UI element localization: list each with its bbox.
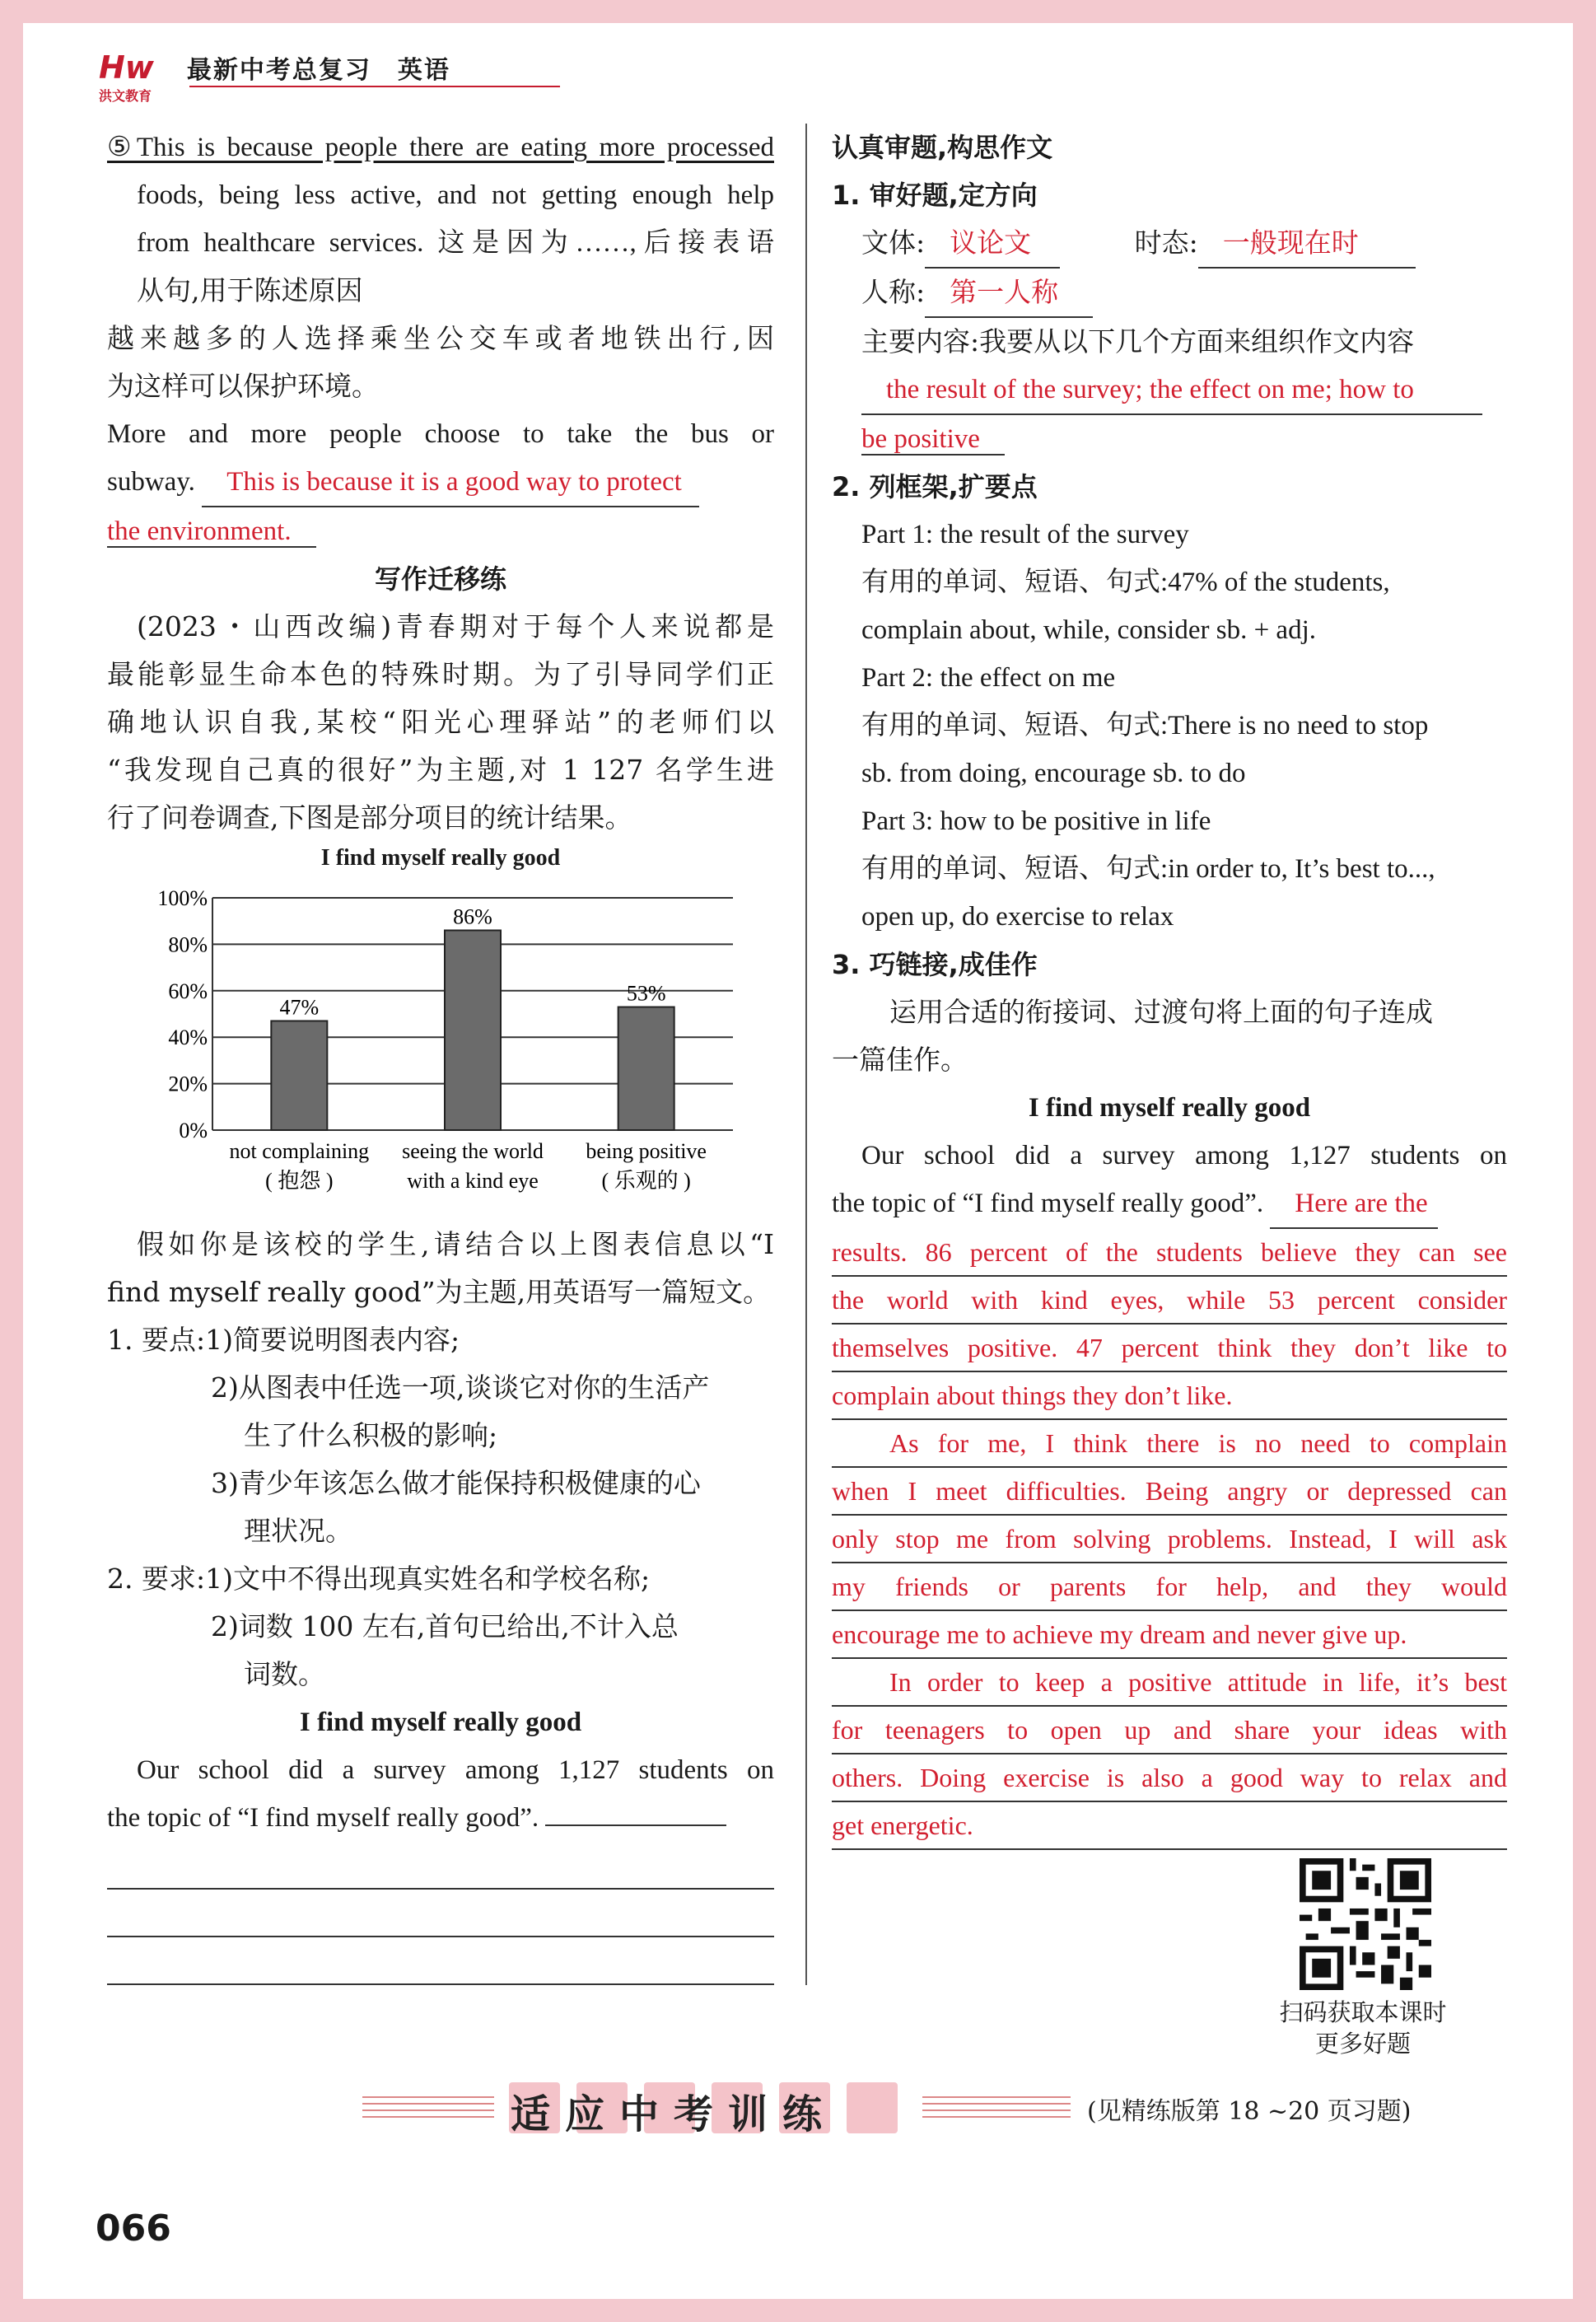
answer-line <box>107 507 774 555</box>
requirement-line: 1. 要点:1)简要说明图表内容; <box>107 1324 460 1356</box>
task-line: 确地认识自我,某校“阳光心理驿站”的老师们以 <box>107 706 774 738</box>
person-label: 人称: <box>861 276 926 308</box>
item5-line: from healthcare services. 这是因为……,后接表语 <box>137 228 774 258</box>
header-rule <box>189 86 560 87</box>
content-label: 主要内容:我要从以下几个方面来组织作文内容 <box>861 325 1415 357</box>
model-essay-line: results. 86 percent of the students believe they can see <box>832 1229 1507 1277</box>
writing-line[interactable] <box>107 1890 774 1937</box>
page-number: 066 <box>96 2208 171 2250</box>
header <box>99 49 450 86</box>
essay-start-text: the topic of “I find myself really good”. <box>107 1803 539 1833</box>
x-tick-label: ( 抱怨 ) <box>265 1169 334 1193</box>
content-answer: the result of the survey; the effect on me; how to <box>861 366 1482 415</box>
model-essay-line: In order to keep a positive attitude in life, it’s best <box>832 1659 1507 1707</box>
model-essay-title: I find myself really good <box>1028 1093 1311 1123</box>
writing-blank[interactable] <box>545 1824 726 1826</box>
answer-blank: This is because it is a good way to protect <box>202 458 699 507</box>
x-tick-label: being positive <box>586 1139 707 1163</box>
essay-title: I find myself really good <box>299 1708 582 1737</box>
outline-line: complain about, while, consider sb. + adj. <box>861 615 1316 645</box>
requirement-line: 2)词数 100 左右,首句已给出,不计入总 <box>211 1610 679 1642</box>
bar-value-label: 53% <box>626 981 666 1006</box>
qr-caption-line: 扫码获取本课时 <box>1279 1998 1447 2026</box>
outline-line: 有用的单词、短语、句式:in order to, It’s best to..., <box>861 854 1435 884</box>
column-divider <box>805 124 807 1985</box>
person-answer: 第一人称 <box>925 269 1093 318</box>
y-tick-label: 40% <box>168 1026 208 1050</box>
model-essay-line: my friends or parents for help, and they would <box>832 1563 1507 1611</box>
model-essay-line: encourage me to achieve my dream and never give up. <box>832 1611 1507 1659</box>
x-tick-label: with a kind eye <box>407 1169 539 1193</box>
content-answer-line <box>832 415 1507 463</box>
model-essay-line: others. Doing exercise is also a good way to relax and <box>832 1754 1507 1802</box>
task2-line: 假如你是该校的学生,请结合以上图表信息以“I <box>137 1228 774 1260</box>
x-tick-label: not complaining <box>229 1139 370 1163</box>
brand-logo: Hw <box>99 49 154 86</box>
genre-tense-row <box>832 219 1507 269</box>
requirement-line: 理状况。 <box>244 1515 352 1547</box>
task2-line: find myself really good”为主题,用英语写一篇短文。 <box>107 1276 771 1308</box>
link-line: 一篇佳作。 <box>832 1044 968 1076</box>
model-essay-line: when I meet difficulties. Being angry or depressed can <box>832 1468 1507 1516</box>
outline-line: Part 1: the result of the survey <box>861 520 1189 549</box>
y-tick-label: 0% <box>179 1119 208 1142</box>
bar-value-label: 86% <box>453 904 492 929</box>
model-essay-answer: Here are the <box>1270 1180 1438 1229</box>
model-essay-line: As for me, I think there is no need to complain <box>832 1420 1507 1468</box>
outline-line: sb. from doing, encourage sb. to do <box>861 759 1246 788</box>
bar <box>271 1021 327 1130</box>
outline-line: 有用的单词、短语、句式:There is no need to stop <box>861 711 1429 741</box>
essay-start: Our school did a survey among 1,127 students on <box>137 1755 774 1785</box>
left-column <box>107 124 774 1985</box>
writing-line[interactable] <box>107 1937 774 1985</box>
banner-note: (见精练版第 18 ~20 页习题) <box>1087 2097 1412 2126</box>
answer-text: the environment. <box>107 516 316 548</box>
y-tick-label: 100% <box>157 886 208 910</box>
zh-sentence: 越来越多的人选择乘坐公交车或者地铁出行,因 <box>107 322 774 354</box>
model-essay-line: themselves positive. 47 percent think they don’t like to <box>832 1325 1507 1372</box>
model-essay-line: for teenagers to open up and share your ideas with <box>832 1707 1507 1754</box>
y-tick-label: 80% <box>168 932 208 957</box>
right-column <box>832 124 1507 1850</box>
requirement-line: 词数。 <box>244 1658 325 1690</box>
step3-heading: 3. 巧链接,成佳作 <box>832 949 1038 980</box>
content-answer-line <box>832 366 1507 415</box>
chart-title: I find myself really good <box>320 845 561 871</box>
person-row <box>832 269 1507 318</box>
task-line: (2023・山西改编)青春期对于每个人来说都是 <box>137 610 774 642</box>
genre-answer: 议论文 <box>925 219 1060 269</box>
requirement-line: 2)从图表中任选一项,谈谈它对你的生活产 <box>211 1371 710 1404</box>
content-answer: be positive <box>861 424 1005 456</box>
qr-code-icon[interactable] <box>1300 1858 1431 1990</box>
x-tick-label: seeing the world <box>402 1139 544 1163</box>
y-tick-label: 20% <box>168 1072 208 1096</box>
section-title: 写作迁移练 <box>374 563 506 595</box>
model-essay-line: only stop me from solving problems. Instead, I will ask <box>832 1516 1507 1563</box>
outline-line: Part 2: the effect on me <box>861 663 1116 693</box>
step1-heading: 1. 审好题,定方向 <box>832 180 1038 211</box>
model-essay-line: the world with kind eyes, while 53 percent consider <box>832 1277 1507 1325</box>
model-essay-start-text: the topic of “I find myself really good”. <box>832 1189 1264 1218</box>
y-tick-label: 60% <box>168 979 208 1003</box>
model-essay-line: complain about things they don’t like. <box>832 1372 1507 1420</box>
step2-heading: 2. 列框架,扩要点 <box>832 471 1038 502</box>
qr-caption-line: 更多好题 <box>1314 2030 1411 2058</box>
item5-line: 从句,用于陈述原因 <box>137 274 363 306</box>
genre-label: 文体: <box>861 227 926 259</box>
model-essay-start-line <box>832 1180 1507 1229</box>
task-line: 最能彰显生命本色的特殊时期。为了引导同学们正 <box>107 658 774 690</box>
item5-line: foods, being less active, and not getting enough help <box>137 180 774 210</box>
requirement-line: 2. 要求:1)文中不得出现真实姓名和学校名称; <box>107 1563 651 1595</box>
model-essay-line: get energetic. <box>832 1802 1507 1850</box>
tense-answer: 一般现在时 <box>1198 219 1416 269</box>
x-tick-label: ( 乐观的 ) <box>601 1169 691 1193</box>
en-prompt: More and more people choose to take the bus or <box>107 419 774 449</box>
link-line: 运用合适的衔接词、过渡句将上面的句子连成 <box>889 996 1433 1028</box>
task-line: 行了问卷调查,下图是部分项目的统计结果。 <box>107 801 632 834</box>
chart-canvas <box>107 875 774 1221</box>
bar-value-label: 47% <box>279 995 320 1020</box>
outline-line: 有用的单词、短语、句式:47% of the students, <box>861 568 1390 597</box>
essay-start-line <box>107 1794 774 1842</box>
bar <box>445 930 501 1130</box>
item5-line <box>107 124 774 171</box>
outline-line: open up, do exercise to relax <box>861 902 1174 932</box>
guide-heading: 认真审题,构思作文 <box>832 132 1053 163</box>
bar-chart <box>107 842 774 1221</box>
outline-line: Part 3: how to be positive in life <box>861 806 1211 836</box>
model-essay-body <box>832 1229 1507 1850</box>
writing-line[interactable] <box>107 1842 774 1890</box>
zh-sentence: 为这样可以保护环境。 <box>107 370 379 402</box>
tense-label: 时态: <box>1134 227 1198 259</box>
brand-name: 洪文教育 <box>99 88 152 104</box>
model-essay-start: Our school did a survey among 1,127 students on <box>861 1141 1507 1170</box>
header-title: 最新中考总复习 英语 <box>186 56 450 85</box>
en-prompt-line <box>107 458 774 507</box>
requirement-line: 生了什么积极的影响; <box>244 1419 498 1451</box>
qr-caption <box>1252 1997 1474 2059</box>
task-line: “我发现自己真的很好”为主题,对 1 127 名学生进 <box>107 754 774 786</box>
banner-title: 适应中考训练 <box>511 2091 838 2137</box>
item5-line-text: ⑤This is because people there are eating more processed <box>107 133 774 162</box>
en-prompt-start: subway. <box>107 467 195 497</box>
bar <box>618 1007 674 1130</box>
requirement-line: 3)青少年该怎么做才能保持积极健康的心 <box>211 1467 701 1499</box>
